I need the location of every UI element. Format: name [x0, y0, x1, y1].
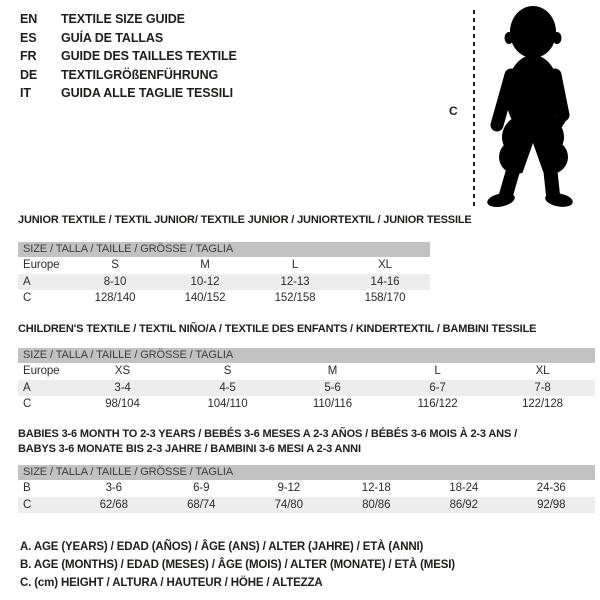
row-label: Europe [23, 259, 60, 272]
table-cell: 152/158 [274, 292, 316, 305]
table-cell: 8-10 [103, 275, 127, 288]
table-cell: 80/86 [362, 498, 391, 511]
table-cell: 12-13 [280, 275, 310, 288]
table-row [18, 290, 430, 307]
row-label: C [23, 498, 32, 511]
table-cell: 74/80 [274, 498, 303, 511]
table-cell: 4-5 [219, 381, 236, 394]
language-code: EN [20, 12, 38, 26]
row-label: C [23, 398, 32, 411]
table-cell: 158/170 [364, 292, 406, 305]
babies-size-table [18, 465, 595, 513]
height-measure-label: C [449, 104, 458, 118]
footnotes [20, 538, 455, 592]
children-textile-section [18, 322, 595, 413]
footnote-line: A. AGE (YEARS) / EDAD (AÑOS) / ÂGE (ANS) / ALTER (JAHRE) / ETÀ (ANNI) [20, 541, 424, 553]
table-cell: 12-18 [361, 482, 391, 495]
table-row [18, 380, 595, 397]
table-cell: 3-4 [114, 381, 131, 394]
language-code: ES [20, 30, 37, 45]
table-cell: 10-12 [190, 275, 220, 288]
table-cell: 68/74 [187, 498, 216, 511]
language-title: TEXTILE SIZE GUIDE [61, 12, 185, 26]
language-title-list [20, 10, 237, 103]
language-row [20, 84, 237, 103]
table-cell: 110/116 [312, 398, 353, 411]
table-row [18, 274, 430, 291]
table-cell: 6-7 [429, 381, 446, 394]
table-row [18, 363, 595, 380]
row-label: Europe [23, 365, 60, 378]
table-cell: XL [535, 365, 550, 378]
row-label: A [23, 275, 31, 288]
table-cell: L [434, 365, 441, 378]
junior-textile-section [18, 213, 472, 307]
children-table-title [18, 322, 595, 336]
language-title: GUÍA DE TALLAS [61, 30, 164, 45]
table-cell: 116/122 [417, 398, 458, 411]
table-cell: 122/128 [522, 398, 563, 411]
table-cell: 5-6 [324, 381, 341, 394]
language-code: DE [20, 67, 38, 82]
language-row [20, 66, 237, 85]
table-row [18, 257, 430, 274]
table-cell: 18-24 [449, 482, 479, 495]
table-cell: S [223, 365, 232, 378]
baby-silhouette-icon [478, 5, 596, 209]
language-code: FR [20, 49, 37, 64]
height-measure-dashed-line [473, 10, 475, 208]
table-title-line: JUNIOR TEXTILE / TEXTIL JUNIOR/ TEXTILE JUNIOR / JUNIORTEXTIL / JUNIOR TESSILE [18, 214, 472, 226]
table-cell: 6-9 [193, 482, 210, 495]
table-row [18, 396, 595, 413]
footnote-line: B. AGE (MONTHS) / EDAD (MESES) / ÂGE (MOIS) / ALTER (MONATE) / ETÀ (MESI) [20, 559, 455, 571]
table-cell: 86/92 [449, 498, 478, 511]
babies-table-title [18, 427, 595, 456]
table-cell: M [327, 365, 338, 378]
size-header-bar: SIZE / TALLA / TAILLE / GRÖSSE / TAGLIA [18, 242, 430, 257]
children-size-table [18, 348, 595, 413]
table-cell: XS [114, 365, 131, 378]
table-row [18, 480, 595, 497]
row-label: C [23, 292, 32, 305]
table-cell: S [111, 259, 119, 272]
table-cell: 140/152 [184, 292, 226, 305]
table-cell: 14-16 [370, 275, 400, 288]
language-row [20, 47, 237, 66]
table-cell: XL [378, 259, 392, 272]
table-cell: 104/110 [207, 398, 248, 411]
language-title: GUIDE DES TAILLES TEXTILE [61, 49, 237, 64]
row-label: A [23, 381, 31, 394]
language-title: TEXTILGRÖßENFÜHRUNG [61, 67, 219, 82]
table-cell: L [291, 259, 299, 272]
table-row [18, 497, 595, 514]
table-cell: 62/68 [99, 498, 128, 511]
size-header-bar: SIZE / TALLA / TAILLE / GRÖSSE / TAGLIA [18, 348, 595, 363]
size-header-bar: SIZE / TALLA / TAILLE / GRÖSSE / TAGLIA [18, 465, 595, 480]
table-cell: 3-6 [105, 482, 122, 495]
language-row [20, 10, 237, 29]
language-title: GUIDA ALLE TAGLIE TESSILI [61, 86, 234, 101]
table-title-line: CHILDREN'S TEXTILE / TEXTIL NIÑO/A / TEXTILE DES ENFANTS / KINDERTEXTIL / BAMBINI TESSILE [18, 323, 537, 335]
table-title-line: BABYS 3-6 MONATE BIS 2-3 JAHRE / BAMBINI 3-6 MESI A 2-3 ANNI [18, 442, 361, 455]
table-title-line: BABIES 3-6 MONTH TO 2-3 YEARS / BEBÉS 3-6 MESES A 2-3 AÑOS / BÉBÉS 3-6 MOIS À 2-3 ANS / [18, 428, 517, 440]
table-cell: 128/140 [94, 292, 136, 305]
junior-table-title [18, 213, 472, 227]
table-cell: 7-8 [534, 381, 551, 394]
table-cell: 98/104 [105, 398, 140, 411]
language-row [20, 29, 237, 48]
table-cell: M [200, 259, 210, 272]
footnote-line: C. (cm) HEIGHT / ALTURA / HAUTEUR / HÖHE / ALTEZZA [20, 577, 323, 589]
table-cell: 92/98 [537, 498, 566, 511]
babies-textile-section [18, 427, 595, 513]
row-label: B [23, 482, 31, 495]
language-code: IT [20, 86, 31, 101]
junior-size-table [18, 242, 430, 307]
table-cell: 24-36 [536, 482, 566, 495]
table-cell: 9-12 [277, 482, 301, 495]
